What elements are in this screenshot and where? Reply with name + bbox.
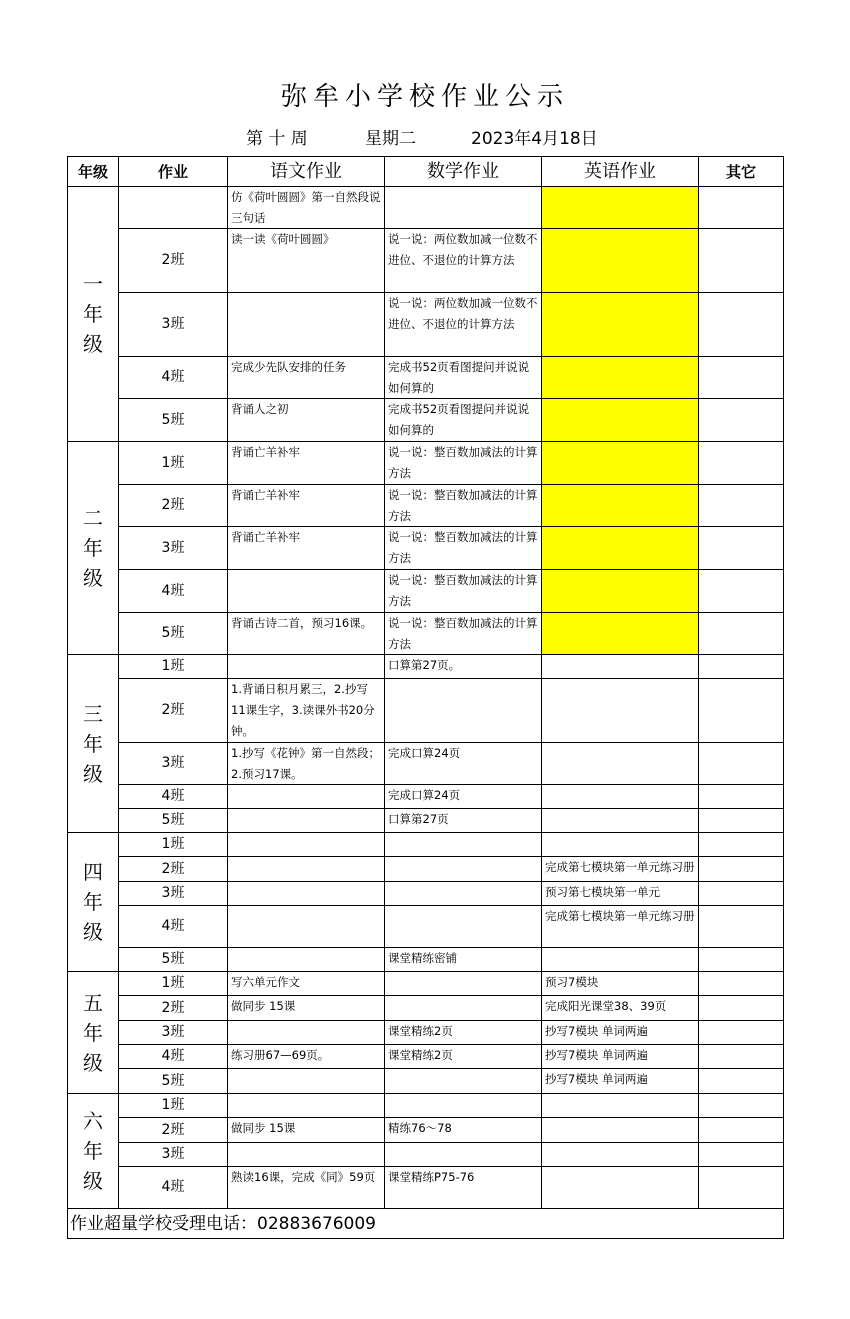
chinese-homework [228, 1167, 385, 1209]
english-homework [542, 485, 699, 527]
english-homework [542, 809, 699, 833]
other-homework [699, 679, 784, 743]
chinese-homework-text: 1.背诵日积月累三，2.抄写11课生字，3.读课外书20分钟。 [231, 682, 375, 738]
english-homework [542, 882, 699, 906]
table-row [68, 948, 784, 972]
table-row [68, 442, 784, 485]
english-homework [542, 655, 699, 679]
header-homework: 作业 [119, 157, 228, 187]
other-homework [699, 785, 784, 809]
table-row [68, 1045, 784, 1069]
chinese-homework [228, 399, 385, 442]
other-homework [699, 882, 784, 906]
english-homework [542, 399, 699, 442]
math-homework [385, 293, 542, 357]
math-homework-text: 课堂精练2页 [388, 1048, 453, 1062]
chinese-homework [228, 357, 385, 399]
chinese-homework-text: 背诵人之初 [231, 402, 289, 416]
english-homework-text: 预习第七模块第一单元 [545, 885, 660, 899]
math-homework [385, 1143, 542, 1167]
english-homework-text: 预习7模块 [545, 975, 599, 989]
chinese-homework [228, 1094, 385, 1118]
english-homework-text: 完成阳光课堂38、39页 [545, 999, 667, 1013]
english-homework [542, 293, 699, 357]
chinese-homework [228, 613, 385, 655]
chinese-homework [228, 996, 385, 1021]
english-homework [542, 357, 699, 399]
chinese-homework [228, 679, 385, 743]
math-homework [385, 1045, 542, 1069]
math-homework [385, 527, 542, 570]
chinese-homework [228, 655, 385, 679]
chinese-homework-text: 背诵亡羊补牢 [231, 488, 300, 502]
table-row [68, 882, 784, 906]
chinese-homework [228, 1069, 385, 1094]
chinese-homework-text: 背诵古诗二首，预习16课。 [231, 616, 373, 630]
english-homework [542, 833, 699, 857]
table-row [68, 679, 784, 743]
table-row [68, 785, 784, 809]
math-homework [385, 1069, 542, 1094]
chinese-homework-text: 熟读16课，完成《同》59页 [231, 1170, 376, 1184]
table-row [68, 1118, 784, 1143]
chinese-homework-text: 1.抄写《花钟》第一自然段；2.预习17课。 [231, 746, 380, 781]
other-homework [699, 485, 784, 527]
math-homework [385, 399, 542, 442]
english-homework [542, 1094, 699, 1118]
table-header-row [68, 157, 784, 187]
other-homework [699, 1167, 784, 1209]
english-homework [542, 948, 699, 972]
english-homework-text: 完成第七模块第一单元练习册 [545, 860, 695, 874]
math-homework [385, 833, 542, 857]
week-label: 第 十 周 [246, 129, 308, 149]
class-label: 1班 [119, 833, 228, 857]
chinese-homework [228, 442, 385, 485]
chinese-homework [228, 833, 385, 857]
other-homework [699, 570, 784, 613]
chinese-homework [228, 570, 385, 613]
math-homework-text: 说一说：整百数加减法的计算方法 [388, 573, 538, 608]
header-chinese: 语文作业 [228, 157, 385, 187]
math-homework [385, 857, 542, 882]
chinese-homework [228, 527, 385, 570]
class-label: 3班 [119, 882, 228, 906]
chinese-homework [228, 1118, 385, 1143]
class-label: 4班 [119, 570, 228, 613]
english-homework [542, 1167, 699, 1209]
class-label: 3班 [119, 743, 228, 785]
chinese-homework [228, 1045, 385, 1069]
class-label: 1班 [119, 1094, 228, 1118]
class-label: 1班 [119, 655, 228, 679]
other-homework [699, 187, 784, 229]
other-homework [699, 399, 784, 442]
math-homework [385, 442, 542, 485]
table-row [68, 1094, 784, 1118]
table-row [68, 1143, 784, 1167]
complaint-hotline: 作业超量学校受理电话：02883676009 [68, 1209, 784, 1239]
class-label: 5班 [119, 613, 228, 655]
other-homework [699, 743, 784, 785]
other-homework [699, 1021, 784, 1045]
other-homework [699, 442, 784, 485]
class-label: 3班 [119, 527, 228, 570]
other-homework [699, 1094, 784, 1118]
chinese-homework [228, 187, 385, 229]
chinese-homework-text: 练习册67—69页。 [231, 1048, 330, 1062]
math-homework-text: 精练76～78 [388, 1121, 452, 1135]
math-homework [385, 948, 542, 972]
chinese-homework-text: 背诵亡羊补牢 [231, 530, 300, 544]
chinese-homework-text: 背诵亡羊补牢 [231, 445, 300, 459]
table-row [68, 906, 784, 948]
table-row [68, 655, 784, 679]
header-math: 数学作业 [385, 157, 542, 187]
chinese-homework [228, 743, 385, 785]
math-homework-text: 说一说：整百数加减法的计算方法 [388, 530, 538, 565]
math-homework-text: 说一说：整百数加减法的计算方法 [388, 488, 538, 523]
class-label: 2班 [119, 679, 228, 743]
table-row [68, 996, 784, 1021]
math-homework [385, 679, 542, 743]
math-homework [385, 785, 542, 809]
math-homework [385, 357, 542, 399]
math-homework [385, 485, 542, 527]
class-label: 1班 [119, 972, 228, 996]
chinese-homework [228, 785, 385, 809]
table-row [68, 833, 784, 857]
math-homework [385, 996, 542, 1021]
class-label: 3班 [119, 293, 228, 357]
math-homework [385, 187, 542, 229]
math-homework [385, 1167, 542, 1209]
english-homework [542, 1143, 699, 1167]
math-homework-text: 课堂精练密铺 [388, 951, 457, 965]
chinese-homework-text: 写六单元作文 [231, 975, 300, 989]
other-homework [699, 357, 784, 399]
grade-label: 一 年 级 [68, 187, 119, 442]
table-row [68, 1069, 784, 1094]
english-homework [542, 1045, 699, 1069]
chinese-homework [228, 972, 385, 996]
table-row [68, 743, 784, 785]
table-row [68, 399, 784, 442]
page-title: 弥牟小学校作业公示 [280, 82, 569, 112]
table-row [68, 1021, 784, 1045]
grade-label: 三 年 级 [68, 655, 119, 833]
other-homework [699, 906, 784, 948]
other-homework [699, 229, 784, 293]
english-homework [542, 527, 699, 570]
chinese-homework [228, 906, 385, 948]
table-row [68, 857, 784, 882]
table-row [68, 357, 784, 399]
other-homework [699, 833, 784, 857]
math-homework-text: 口算第27页。 [388, 658, 461, 672]
header-other: 其它 [699, 157, 784, 187]
other-homework [699, 857, 784, 882]
chinese-homework [228, 1143, 385, 1167]
class-label: 2班 [119, 996, 228, 1021]
english-homework [542, 229, 699, 293]
math-homework-text: 说一说：两位数加减一位数不进位、不退位的计算方法 [388, 296, 538, 331]
table-row [68, 613, 784, 655]
table-row [68, 293, 784, 357]
weekday-label: 星期二 [365, 129, 416, 149]
class-label: 2班 [119, 485, 228, 527]
grade-label: 六 年 级 [68, 1094, 119, 1209]
english-homework [542, 1118, 699, 1143]
math-homework-text: 完成口算24页 [388, 746, 461, 760]
other-homework [699, 972, 784, 996]
other-homework [699, 1045, 784, 1069]
grade-label: 二 年 级 [68, 442, 119, 655]
english-homework-text: 抄写7模块 单词两遍 [545, 1048, 648, 1062]
class-label: 5班 [119, 948, 228, 972]
class-label: 4班 [119, 1045, 228, 1069]
table-row [68, 485, 784, 527]
math-homework [385, 1021, 542, 1045]
table-row [68, 187, 784, 229]
chinese-homework [228, 1021, 385, 1045]
chinese-homework-text: 仿《荷叶圆圆》第一自然段说三句话 [231, 190, 381, 225]
other-homework [699, 293, 784, 357]
chinese-homework [228, 948, 385, 972]
other-homework [699, 1118, 784, 1143]
class-label: 1班 [119, 442, 228, 485]
math-homework [385, 743, 542, 785]
other-homework [699, 655, 784, 679]
math-homework [385, 882, 542, 906]
table-row [68, 1167, 784, 1209]
english-homework [542, 679, 699, 743]
chinese-homework-text: 做同步 15课 [231, 1121, 296, 1135]
english-homework [542, 613, 699, 655]
english-homework-text: 抄写7模块 单词两遍 [545, 1072, 648, 1086]
class-label: 4班 [119, 357, 228, 399]
chinese-homework [228, 809, 385, 833]
class-label: 5班 [119, 1069, 228, 1094]
math-homework [385, 809, 542, 833]
english-homework-text: 抄写7模块 单词两遍 [545, 1024, 648, 1038]
class-label: 4班 [119, 1167, 228, 1209]
chinese-homework-text: 读一读《荷叶圆圆》 [231, 232, 335, 246]
grade-label: 四 年 级 [68, 833, 119, 972]
header-english: 英语作业 [542, 157, 699, 187]
math-homework [385, 906, 542, 948]
table-row [68, 229, 784, 293]
header-grade: 年级 [68, 157, 119, 187]
math-homework [385, 1118, 542, 1143]
math-homework [385, 229, 542, 293]
other-homework [699, 948, 784, 972]
class-label: 3班 [119, 1021, 228, 1045]
date-label: 2023年4月18日 [471, 129, 598, 149]
english-homework [542, 972, 699, 996]
homework-table [67, 156, 784, 1239]
math-homework [385, 655, 542, 679]
other-homework [699, 1143, 784, 1167]
other-homework [699, 527, 784, 570]
math-homework [385, 1094, 542, 1118]
math-homework [385, 570, 542, 613]
class-label: 5班 [119, 399, 228, 442]
chinese-homework [228, 293, 385, 357]
table-row [68, 527, 784, 570]
chinese-homework [228, 882, 385, 906]
english-homework [542, 996, 699, 1021]
english-homework [542, 570, 699, 613]
english-homework [542, 743, 699, 785]
footer-row [68, 1209, 784, 1239]
class-label [119, 187, 228, 229]
other-homework [699, 1069, 784, 1094]
math-homework [385, 613, 542, 655]
math-homework-text: 说一说：整百数加减法的计算方法 [388, 616, 538, 651]
chinese-homework [228, 857, 385, 882]
class-label: 4班 [119, 906, 228, 948]
english-homework [542, 187, 699, 229]
english-homework [542, 1021, 699, 1045]
english-homework [542, 857, 699, 882]
class-label: 3班 [119, 1143, 228, 1167]
math-homework-text: 说一说：两位数加减一位数不进位、不退位的计算方法 [388, 232, 538, 267]
english-homework [542, 906, 699, 948]
english-homework [542, 1069, 699, 1094]
math-homework-text: 说一说：整百数加减法的计算方法 [388, 445, 538, 480]
other-homework [699, 996, 784, 1021]
class-label: 4班 [119, 785, 228, 809]
math-homework-text: 完成书52页看图提问并说说如何算的 [388, 360, 530, 395]
english-homework [542, 442, 699, 485]
math-homework-text: 完成书52页看图提问并说说如何算的 [388, 402, 530, 437]
table-row [68, 570, 784, 613]
grade-label: 五 年 级 [68, 972, 119, 1094]
class-label: 2班 [119, 857, 228, 882]
class-label: 2班 [119, 1118, 228, 1143]
english-homework-text: 完成第七模块第一单元练习册 [545, 909, 695, 923]
math-homework-text: 课堂精练P75-76 [388, 1170, 475, 1184]
chinese-homework [228, 229, 385, 293]
math-homework-text: 口算第27页 [388, 812, 449, 826]
math-homework [385, 972, 542, 996]
other-homework [699, 809, 784, 833]
math-homework-text: 课堂精练2页 [388, 1024, 453, 1038]
english-homework [542, 785, 699, 809]
chinese-homework-text: 完成少先队安排的任务 [231, 360, 346, 374]
other-homework [699, 613, 784, 655]
table-row [68, 972, 784, 996]
class-label: 5班 [119, 809, 228, 833]
class-label: 2班 [119, 229, 228, 293]
chinese-homework [228, 485, 385, 527]
math-homework-text: 完成口算24页 [388, 788, 461, 802]
table-row [68, 809, 784, 833]
chinese-homework-text: 做同步 15课 [231, 999, 296, 1013]
